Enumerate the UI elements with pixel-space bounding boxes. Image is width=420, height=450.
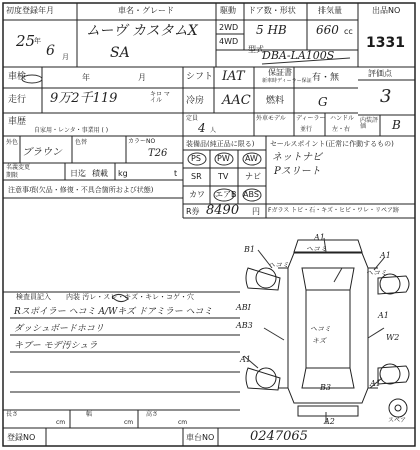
equip-ps: PS [191,154,201,163]
first-reg-month: 6 [46,43,55,59]
recycle-label: R券 [186,207,200,216]
selling-point-2: Pスリート [274,166,321,177]
first-reg-label: 初度登録年月 [6,6,54,15]
score-value: 3 [380,86,392,107]
ac-label: 冷房 [186,96,205,106]
notes-label: 注意事項(欠品・修復・不具合箇所および状態) [8,186,154,194]
warranty-options: 有・無 [312,73,340,83]
interior-label: 内装評価 [360,117,379,130]
first-reg-year: 25 [16,32,36,50]
diagram-label-a1-left: A1 [240,355,251,364]
inspector-line-1: Rスポイラー ヘコミ A/Wキズ ドアミラー ヘコミ [14,307,213,317]
loaded-label: 積載 [92,169,108,178]
capacity-unit: 人 [210,127,217,134]
mileage-label: 走行 [8,95,27,105]
inspector-categories: 内装 汚レ・スレ・キズ・キレ・コゲ・穴 [66,293,195,301]
inspector-label: 検査員記入 [16,293,51,301]
height-label: 高さ [146,411,159,418]
displacement-value: 660 [316,23,339,37]
drive-2wd: 2WD [219,23,239,32]
diagram-label-b3: B3 [320,383,331,392]
handle-label: ハンドル [330,115,355,122]
day-label: 日迄 [70,169,86,178]
car-name-value: ムーヴ カスタムX [86,23,198,39]
lot-label: 出品NO [372,6,401,15]
inspection-label: 車検 [8,72,27,82]
kg-label: kg [118,169,128,178]
selling-points-label: セールスポイント(正常に作動するもの) [270,140,394,148]
diagram-note-4: ヘコミ [310,325,331,333]
color-no-value: T26 [148,148,168,159]
cc-unit: cc [344,27,353,36]
inspector-line-2: ダッシュボードホコリ [14,324,104,334]
ext-color-label: 外色 [6,139,19,146]
drive-4wd: 4WD [219,37,239,46]
usage-options: 自家用・レンタ・事業用 ( ) [34,127,109,134]
diagram-note-3: ヘコミ [366,269,387,277]
model-code: DBA-LA100S [262,49,335,62]
diagram-label-w2: W2 [386,333,400,342]
door-type-value: 5 HB [256,23,287,37]
reg-no-label: 登録NO [7,433,36,442]
shift-value: IAT [222,69,245,84]
recycle-value: 8490 [206,203,240,218]
interior-value: B [392,118,401,132]
diagram-note-1: ヘコミ [306,245,327,253]
diagram-note-2: ヘコミ [268,261,289,269]
width-label: 幅 [86,411,93,418]
deadline-label: 期限 [6,172,19,179]
model-label: 型式 [248,45,264,54]
car-name-label: 車名・グレード [118,6,174,15]
grade-value: SA [110,45,130,61]
shift-label: シフト [186,72,214,82]
diagram-label-abi: ABI [236,303,251,312]
diagram-label-a1-right: A1 [380,251,391,260]
inspector-line-3: キブー モデ汚シュラ [14,341,98,351]
length-label: 長さ [6,411,19,418]
diagram-label-a1-top: A1 [314,233,325,242]
diagram-label-ab3: AB3 [236,321,253,330]
fuel-value: G [318,95,328,109]
dealer-label: ディーラー [296,115,326,122]
name-change-label: 名義変更 [6,164,31,171]
equip-aw: AW [245,154,258,163]
inspection-month-label: 月 [138,73,146,82]
selling-point-1: ネットナビ [272,152,322,163]
displacement-label: 排気量 [318,6,342,15]
mileage-value: 9万2千119 [50,91,118,106]
parallel-label: 並行 [300,126,313,133]
warranty-label: 保証書 [268,68,292,77]
height-unit: cm [178,419,188,426]
ext-color-value: ブラウン [22,147,62,158]
equip-navi: ナビ [245,172,261,181]
color-change-label: 色替 [75,139,88,146]
usage-label: 車歴 [8,117,27,127]
equip-abs: ABS [243,190,259,199]
inspection-year-label: 年 [82,73,90,82]
equip-tv: TV [218,172,229,181]
t-label: t [174,169,178,178]
diagram-label-b1: B1 [244,245,255,254]
lot-number: 1331 [366,35,405,51]
yen-label: 円 [252,207,260,216]
capacity-value: 4 [198,121,206,135]
door-shape-label: ドア数・形状 [248,6,296,15]
capacity-label: 定員 [186,115,199,122]
equip-leather: カワ [189,190,205,199]
diagram-label-a1-r2: A1 [378,311,389,320]
ac-value: AAC [222,93,251,108]
spare-label: スペア [388,417,407,424]
width-unit: cm [124,419,134,426]
km-label: キロ マイル [150,91,170,104]
equip-pw: PW [217,154,230,163]
chassis-value: 0247065 [250,429,308,444]
front-glass-label: Fガラス トビ・石・キズ・ヒビ・ワレ・リペア跡 [268,207,399,214]
equip-airbag: エアB [215,190,237,199]
equipment-label: 装備品(純正品に限る) [186,140,255,148]
color-no-label: カラーNO [128,138,156,145]
equip-sr: SR [191,172,202,181]
chassis-label: 車台NO [186,433,215,442]
year-mark: 年 [34,37,41,45]
diagram-label-a2: A2 [324,417,335,426]
exterior-model-label: 外車モデル [256,115,286,122]
score-label: 評価点 [368,69,392,78]
diagram-label-a1-r3: A1 [370,379,381,388]
warranty-sub: 新車時ディーラー保証 [262,78,312,84]
diagram-note-5: キズ [312,337,326,345]
length-unit: cm [56,419,66,426]
handle-options: 左・右 [332,126,351,133]
month-mark: 月 [62,53,69,61]
drive-label: 駆動 [220,6,236,15]
fuel-label: 燃料 [266,96,285,106]
